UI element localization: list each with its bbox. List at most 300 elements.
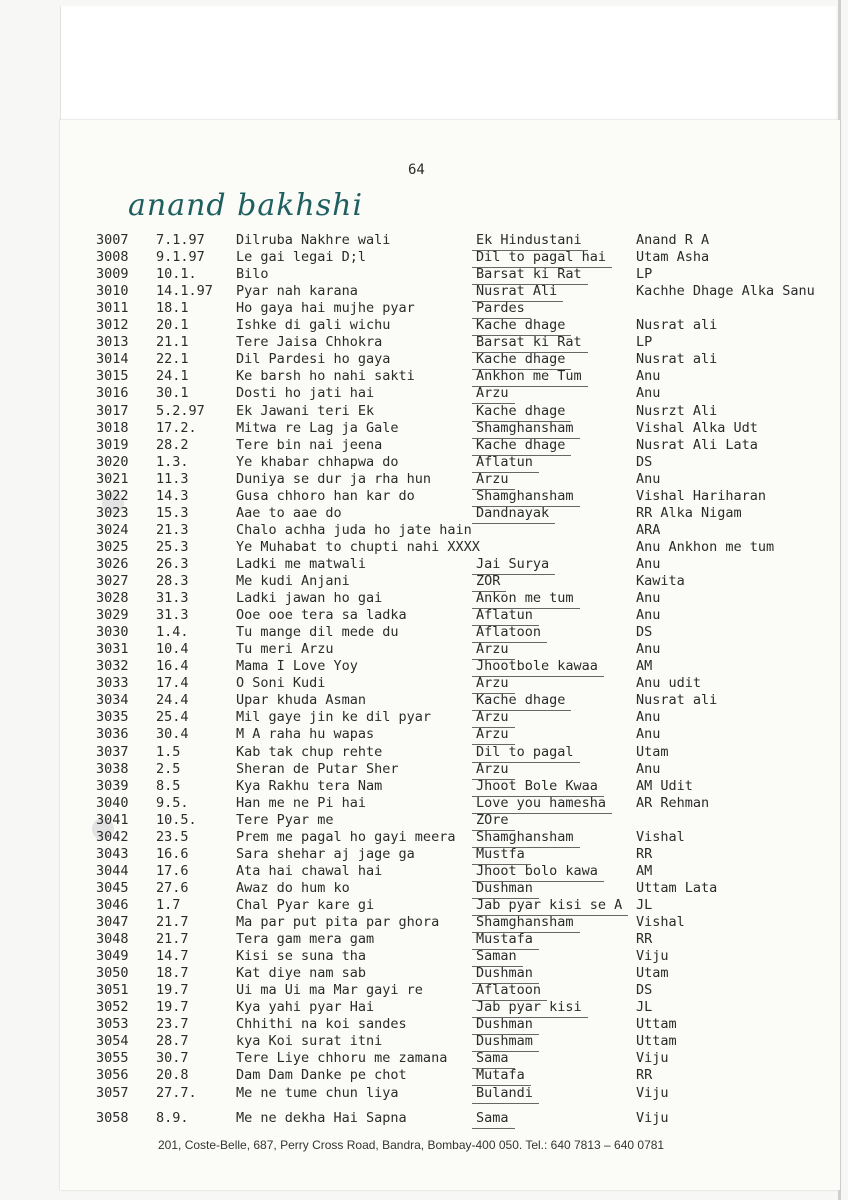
song-title: Sara shehar aj jage ga [236,845,415,862]
film-name: Love you hamesha [476,794,607,811]
song-title: Tere Pyar me [236,811,334,828]
entry-number: 3057 [96,1084,129,1101]
entry-number: 3009 [96,266,129,283]
song-row [0,1085,848,1103]
film-name: Barsat ki Rat [476,266,582,283]
credit-names: Uttam Lata [636,879,718,896]
song-row [0,1050,848,1068]
credit-names: Uttam [636,1016,677,1033]
entry-date: 19.7 [156,999,189,1016]
entry-number: 3024 [96,521,129,538]
film-name: Arzu [476,641,509,658]
entry-date: 17.2. [156,419,197,436]
song-row [0,403,848,421]
song-row [0,249,848,267]
song-row [0,880,848,898]
film-name: Dil to pagal [476,743,574,760]
entry-date: 30.1 [156,385,189,402]
film-name: Shamghansham [476,828,574,845]
entry-date: 1.4. [156,624,189,641]
film-name: Kache dhage [476,692,566,709]
song-row [0,590,848,608]
entry-number: 3028 [96,590,129,607]
credit-names: JL [636,999,653,1016]
song-row [0,522,848,540]
credit-names: JL [636,896,653,913]
song-title: Ye khabar chhapwa do [236,453,399,470]
film-name: Saman [476,948,517,965]
film-name: Jhoot Bole Kwaa [476,777,598,794]
film-name: Ankon me tum [476,590,574,607]
film-name: Kache dhage [476,402,566,419]
entry-date: 20.8 [156,1067,189,1084]
entry-number: 3053 [96,1016,129,1033]
entry-date: 9.5. [156,794,189,811]
song-row [0,846,848,864]
song-row [0,1016,848,1034]
credit-names: DS [636,453,653,470]
entry-date: 24.4 [156,692,189,709]
entry-date: 20.1 [156,317,189,334]
song-title: Tera gam mera gam [236,931,375,948]
song-row [0,368,848,386]
song-title: Ishke di gali wichu [236,317,391,334]
song-title: Mitwa re Lag ja Gale [236,419,399,436]
song-row [0,505,848,523]
song-row [0,897,848,915]
song-row [0,283,848,301]
entry-date: 1.5 [156,743,181,760]
entry-date: 15.3 [156,504,189,521]
song-title: Mil gaye jin ke dil pyar [236,709,432,726]
song-row [0,1110,848,1128]
film-name: ZOR [476,573,501,589]
song-title: Tu mange dil mede du [236,624,399,641]
entry-number: 3021 [96,470,129,487]
entry-number: 3054 [96,1033,129,1050]
song-row [0,931,848,949]
song-title: Dam Dam Danke pe chot [236,1067,407,1084]
film-name: Aflatoon [476,982,542,999]
entry-number: 3008 [96,249,129,266]
song-title: Ooe ooe tera sa ladka [236,607,407,624]
credit-names: Viju [636,948,669,965]
film-name: Arzu [476,385,509,402]
film-name: Aflatun [476,607,533,624]
entry-number: 3026 [96,555,129,572]
credit-names: Anu [636,555,661,572]
entry-date: 26.3 [156,555,189,572]
song-title: Sheran de Putar Sher [236,760,399,777]
entry-date: 28.3 [156,573,189,589]
credit-names: Utam [636,965,669,982]
entry-number: 3025 [96,538,129,555]
song-title: Dil Pardesi ho gaya [236,351,391,368]
film-name: Shamghansham [476,914,574,930]
film-name: Ek Hindustani [476,232,582,248]
entry-date: 19.7 [156,982,189,999]
film-name: Kache dhage [476,351,566,368]
song-title: Aae to aae do [236,504,342,521]
entry-date: 1.7 [156,896,181,913]
song-title: M A raha hu wapas [236,726,375,743]
entry-number: 3056 [96,1067,129,1084]
entry-number: 3017 [96,402,129,419]
credit-names: AM [636,658,653,675]
song-row [0,744,848,762]
entry-date: 31.3 [156,607,189,624]
song-row [0,334,848,352]
song-row [0,573,848,591]
entry-date: 5.2.97 [156,402,205,419]
song-title: Dosti ho jati hai [236,385,375,402]
credit-names: Anu [636,470,661,487]
song-title: Mama I Love Yoy [236,658,358,675]
song-row [0,658,848,676]
entry-number: 3018 [96,419,129,436]
entry-number: 3015 [96,368,129,385]
credit-names: Kawita [636,573,685,589]
song-title: Ek Jawani teri Ek [236,402,375,419]
credit-names: RR [636,931,653,948]
entry-number: 3052 [96,999,129,1016]
song-title: Ke barsh ho nahi sakti [236,368,415,385]
song-row [0,351,848,369]
song-title: Bilo [236,266,269,283]
film-name: Aflatun [476,453,533,470]
song-row [0,761,848,779]
song-row [0,300,848,318]
entry-date: 7.1.97 [156,232,205,248]
entry-number: 3031 [96,641,129,658]
credit-names: Nusrat Ali Lata [636,436,758,453]
film-name: Arzu [476,675,509,692]
song-row [0,795,848,813]
film-name: Sama [476,1109,509,1126]
credit-names: Vishal Hariharan [636,487,767,504]
film-name: Jhoot bolo kawa [476,862,598,879]
song-title: Ho gaya hai mujhe pyar [236,300,415,317]
song-title: Tere Jaisa Chhokra [236,334,383,351]
film-name: Ankhon me Tum [476,368,582,385]
page-number: 64 [408,162,425,178]
song-row [0,624,848,642]
entry-number: 3051 [96,982,129,999]
entry-number: 3027 [96,573,129,589]
film-name: Kache dhage [476,436,566,453]
song-title: Kat diye nam sab [236,965,367,982]
credit-names: Nusrat ali [636,317,718,334]
credit-names: AM Udit [636,777,693,794]
entry-date: 8.9. [156,1109,189,1126]
entry-number: 3050 [96,965,129,982]
entry-date: 27.7. [156,1084,197,1101]
entry-number: 3020 [96,453,129,470]
song-row [0,488,848,506]
scanner-background [60,6,836,134]
song-row [0,539,848,557]
credit-names: LP [636,266,653,283]
entry-number: 3048 [96,931,129,948]
film-name: Sama [476,1050,509,1067]
entry-number: 3030 [96,624,129,641]
credit-names: Anu [636,760,661,777]
entry-date: 17.4 [156,675,189,692]
song-title: Ata hai chawal hai [236,862,383,879]
entry-date: 16.4 [156,658,189,675]
entry-date: 23.5 [156,828,189,845]
song-row [0,948,848,966]
credit-names: Vishal [636,914,685,930]
entry-number: 3012 [96,317,129,334]
credit-names: RR Alka Nigam [636,504,742,521]
song-title: Han me ne Pi hai [236,794,367,811]
page-heading: anand bakhshi [128,188,364,223]
song-title: Kab tak chup rehte [236,743,383,760]
entry-number: 3044 [96,862,129,879]
entry-date: 18.1 [156,300,189,317]
song-row [0,471,848,489]
entry-number: 3037 [96,743,129,760]
song-row [0,675,848,693]
film-name: Arzu [476,760,509,777]
credit-names: DS [636,982,653,999]
song-title: Tere bin nai jeena [236,436,383,453]
credit-names: Anu [636,726,661,743]
entry-date: 10.4 [156,641,189,658]
song-title: Me ne tume chun liya [236,1084,399,1101]
song-row [0,1067,848,1085]
film-name: Bulandi [476,1084,533,1101]
entry-number: 3013 [96,334,129,351]
credit-names: RR [636,1067,653,1084]
entry-number: 3011 [96,300,129,317]
entry-date: 11.3 [156,470,189,487]
entry-date: 24.1 [156,368,189,385]
entry-date: 25.3 [156,538,189,555]
song-row [0,556,848,574]
song-row [0,914,848,932]
song-title: Kya yahi pyar Hai [236,999,375,1016]
song-title: Me ne dekha Hai Sapna [236,1109,407,1126]
song-row [0,641,848,659]
credit-names: Nusrat ali [636,692,718,709]
film-name: Arzu [476,709,509,726]
song-row [0,420,848,438]
song-title: Kya Rakhu tera Nam [236,777,383,794]
credit-names: Anand R A [636,232,710,248]
song-row [0,454,848,472]
film-name: Shamghansham [476,487,574,504]
song-row [0,726,848,744]
entry-date: 2.5 [156,760,181,777]
film-name: Dandnayak [476,504,550,521]
song-row [0,266,848,284]
song-title: Chhithi na koi sandes [236,1016,407,1033]
entry-date: 27.6 [156,879,189,896]
credit-names: DS [636,624,653,641]
credit-names: Viju [636,1050,669,1067]
entry-date: 14.3 [156,487,189,504]
song-title: Gusa chhoro han kar do [236,487,415,504]
footer-address: 201, Coste-Belle, 687, Perry Cross Road, Bandra, Bombay-400 050. Tel.: 640 7813 – 640 0781 [158,1138,665,1152]
entry-number: 3032 [96,658,129,675]
entry-number: 3043 [96,845,129,862]
entry-date: 1.3. [156,453,189,470]
film-name: Jab pyar kisi se A [476,896,623,913]
credit-names: LP [636,334,653,351]
credit-names: Anu [636,641,661,658]
song-title: Le gai legai D;l [236,249,367,266]
song-row [0,965,848,983]
entry-date: 28.2 [156,436,189,453]
entry-number: 3016 [96,385,129,402]
credit-names: Anu Ankhon me tum [636,538,775,555]
song-row [0,437,848,455]
song-row [0,812,848,830]
film-name: Barsat ki Rat [476,334,582,351]
entry-number: 3055 [96,1050,129,1067]
entry-number: 3007 [96,232,129,248]
film-name: Arzu [476,726,509,743]
entry-number: 3042 [96,828,129,845]
film-name: Jai Surya [476,555,550,572]
entry-number: 3045 [96,879,129,896]
credit-names: Anu udit [636,675,702,692]
credit-names: Nusrzt Ali [636,402,718,419]
song-row [0,863,848,881]
song-title: Ladki me matwali [236,555,367,572]
entry-date: 30.4 [156,726,189,743]
song-title: Prem me pagal ho gayi meera [236,828,456,845]
entry-date: 16.6 [156,845,189,862]
song-row [0,709,848,727]
film-name: Mustfa [476,845,525,862]
film-name: Dil to pagal hai [476,249,607,266]
entry-number: 3040 [96,794,129,811]
entry-number: 3058 [96,1109,129,1126]
entry-number: 3010 [96,283,129,300]
song-title: Ye Muhabat to chupti nahi XXXX [236,538,480,555]
film-name: Shamghansham [476,419,574,436]
entry-number: 3035 [96,709,129,726]
credit-names: Uttam [636,1033,677,1050]
entry-date: 14.1.97 [156,283,213,300]
entry-date: 17.6 [156,862,189,879]
film-name: Kache dhage [476,317,566,334]
entry-date: 28.7 [156,1033,189,1050]
song-title: Tere Liye chhoru me zamana [236,1050,448,1067]
credit-names: Utam Asha [636,249,710,266]
entry-date: 21.7 [156,914,189,930]
song-title: Chalo achha juda ho jate hain [236,521,472,538]
song-title: kya Koi surat itni [236,1033,383,1050]
credit-names: Utam [636,743,669,760]
entry-number: 3036 [96,726,129,743]
entry-date: 14.7 [156,948,189,965]
song-row [0,778,848,796]
song-title: Pyar nah karana [236,283,358,300]
song-title: Ui ma Ui ma Mar gayi re [236,982,423,999]
entry-number: 3038 [96,760,129,777]
credit-names: Anu [636,590,661,607]
song-title: Upar khuda Asman [236,692,367,709]
film-name: ZOre [476,811,509,828]
film-name: Mustafa [476,931,533,948]
credit-names: Anu [636,709,661,726]
entry-number: 3046 [96,896,129,913]
credit-names: Anu [636,385,661,402]
song-title: Duniya se dur ja rha hun [236,470,432,487]
credit-names: Viju [636,1109,669,1126]
film-name: Aflatoon [476,624,542,641]
entry-date: 10.5. [156,811,197,828]
film-name: Dushmam [476,1033,533,1050]
entry-number: 3022 [96,487,129,504]
song-row [0,1033,848,1051]
entry-date: 21.1 [156,334,189,351]
film-name: Pardes [476,300,525,317]
entry-number: 3033 [96,675,129,692]
song-title: O Soni Kudi [236,675,326,692]
credit-names: Viju [636,1084,669,1101]
credit-names: Nusrat ali [636,351,718,368]
entry-number: 3023 [96,504,129,521]
entry-number: 3019 [96,436,129,453]
song-row [0,982,848,1000]
credit-names: AM [636,862,653,879]
song-title: Awaz do hum ko [236,879,350,896]
film-name: Dushman [476,965,533,982]
entry-date: 18.7 [156,965,189,982]
entry-date: 9.1.97 [156,249,205,266]
song-row [0,607,848,625]
entry-date: 31.3 [156,590,189,607]
song-row [0,829,848,847]
entry-date: 21.7 [156,931,189,948]
film-name: Mutafa [476,1067,525,1084]
film-name: Jhootbole kawaa [476,658,598,675]
entry-number: 3047 [96,914,129,930]
song-row [0,317,848,335]
entry-number: 3049 [96,948,129,965]
entry-number: 3029 [96,607,129,624]
film-name: Nusrat Ali [476,283,558,300]
credit-names: Anu [636,607,661,624]
song-title: Kisi se suna tha [236,948,367,965]
entry-number: 3039 [96,777,129,794]
credit-names: ARA [636,521,661,538]
entry-date: 23.7 [156,1016,189,1033]
song-row [0,385,848,403]
film-name: Arzu [476,470,509,487]
entry-number: 3034 [96,692,129,709]
song-title: Chal Pyar kare gi [236,896,375,913]
entry-date: 25.4 [156,709,189,726]
film-name: Dushman [476,1016,533,1033]
song-title: Dilruba Nakhre wali [236,232,391,248]
credit-names: RR [636,845,653,862]
entry-number: 3041 [96,811,129,828]
song-row [0,999,848,1017]
song-title: Ladki jawan ho gai [236,590,383,607]
film-name: Jab pyar kisi [476,999,582,1016]
entry-date: 21.3 [156,521,189,538]
song-row [0,232,848,250]
credit-names: Kachhe Dhage Alka Sanu [636,283,815,300]
credit-names: Anu [636,368,661,385]
entry-date: 8.5 [156,777,181,794]
